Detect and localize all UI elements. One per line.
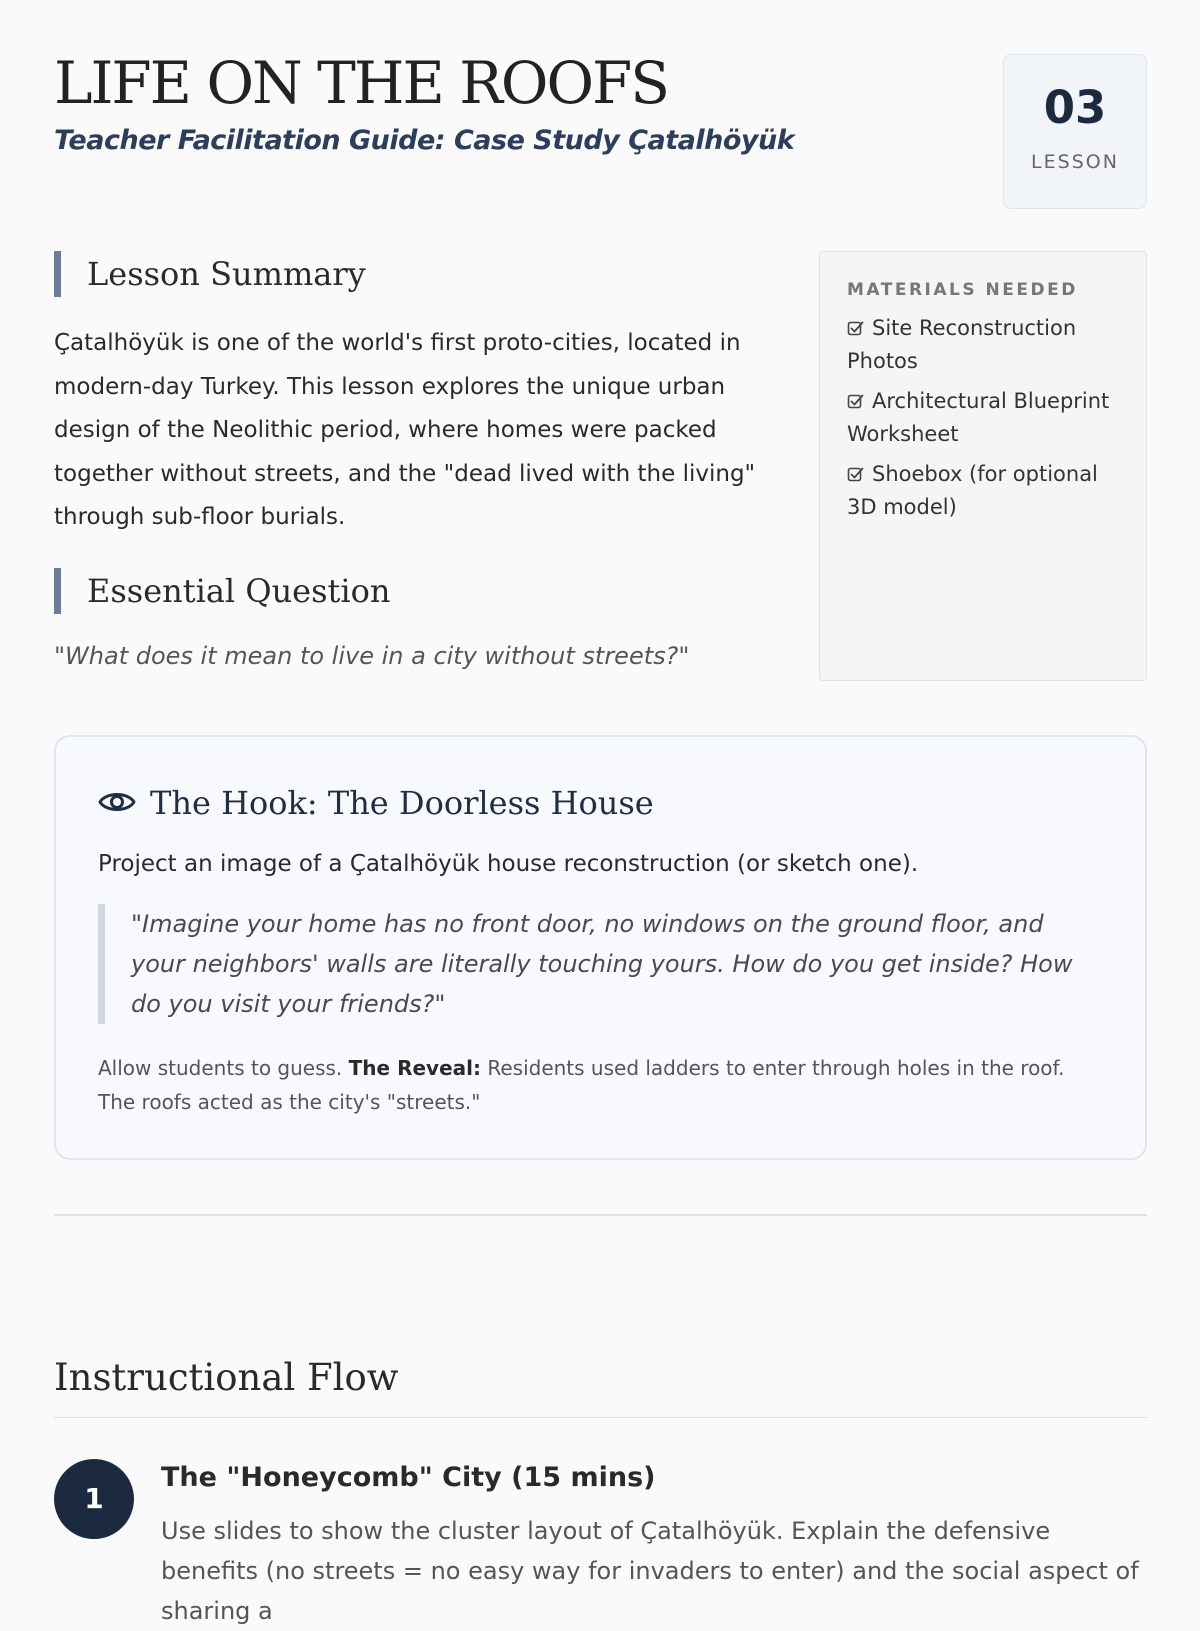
essential-question-heading: Essential Question	[54, 568, 391, 614]
essential-question-text: "What does it mean to live in a city without streets?"	[54, 642, 690, 670]
hook-quote: "Imagine your home has no front door, no windows on the ground floor, and your neighbors' walls are literally touching yours. How do you get inside? How do you visit your friends?"	[98, 904, 1098, 1024]
materials-heading: MATERIALS NEEDED	[847, 280, 1078, 300]
step-number-badge: 1	[54, 1459, 134, 1539]
checkbox-icon	[847, 320, 864, 337]
materials-item	[847, 312, 1122, 378]
materials-panel	[819, 251, 1147, 681]
materials-item-label: Architectural Blueprint Worksheet	[847, 389, 1110, 446]
lesson-summary-heading: Lesson Summary	[54, 251, 366, 297]
instructional-flow-heading: Instructional Flow	[54, 1356, 399, 1399]
hook-reveal-label: The Reveal:	[348, 1056, 481, 1080]
materials-item	[847, 458, 1122, 524]
hook-intro: Project an image of a Çatalhöyük house reconstruction (or sketch one).	[98, 851, 919, 877]
lesson-number: 03	[1043, 81, 1107, 134]
hook-reveal	[98, 1051, 1108, 1119]
hook-card	[54, 735, 1147, 1160]
checkbox-icon	[847, 466, 864, 483]
lesson-label: LESSON	[1031, 151, 1119, 173]
hook-reveal-text: Residents used ladders to enter through holes in the roof. The roofs acted as the city's "streets."	[98, 1056, 1065, 1114]
materials-item-label: Site Reconstruction Photos	[847, 316, 1077, 373]
hook-reveal-prefix: Allow students to guess.	[98, 1056, 349, 1080]
lesson-badge	[1003, 54, 1147, 209]
lesson-summary-text: Çatalhöyük is one of the world's first proto-cities, located in modern-day Turkey. This lesson explores the unique urban design of the Neolithic period, where homes were packed together without streets, and the "dead lived with the living" through sub-floor burials.	[54, 330, 756, 530]
materials-item-label: Shoebox (for optional 3D model)	[847, 462, 1098, 519]
section-divider	[54, 1214, 1147, 1216]
eye-icon	[98, 787, 136, 817]
step-text: Use slides to show the cluster layout of Çatalhöyük. Explain the defensive benefits (no streets = no easy way for invaders to enter) and the social aspect of sharing a	[161, 1517, 1139, 1625]
page-title: LIFE ON THE ROOFS	[54, 49, 668, 117]
page-subtitle: Teacher Facilitation Guide: Case Study Çatalhöyük	[54, 125, 795, 156]
hook-title: The Hook: The Doorless House	[150, 784, 654, 822]
step-title: The "Honeycomb" City (15 mins)	[161, 1462, 656, 1493]
materials-item	[847, 385, 1122, 451]
flow-heading-rule	[54, 1417, 1147, 1418]
checkbox-icon	[847, 393, 864, 410]
materials-list	[847, 312, 1122, 524]
lesson-page	[54, 0, 1147, 1625]
